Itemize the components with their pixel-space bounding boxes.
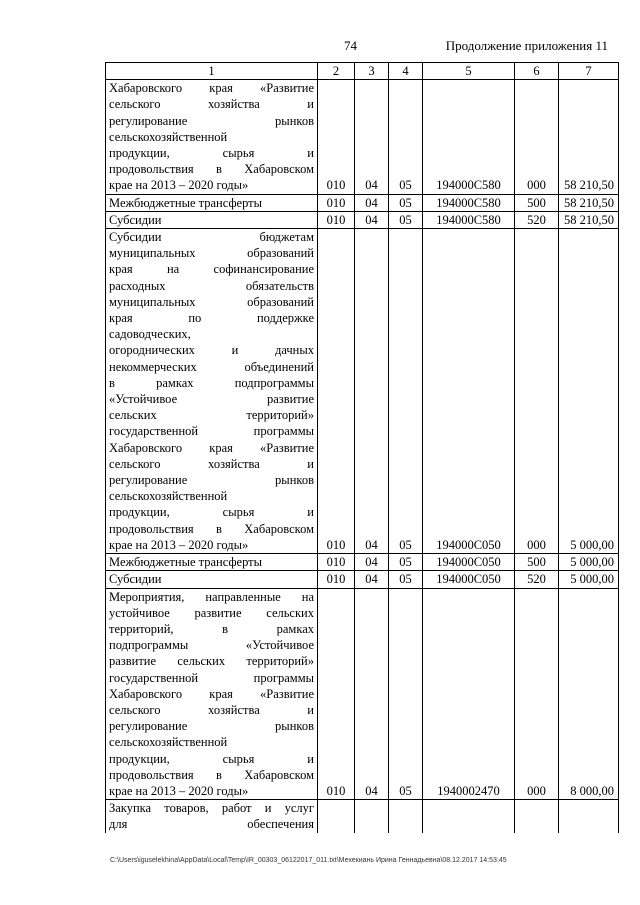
description-line: продукции, сырья и xyxy=(109,505,314,520)
description-line: сельского хозяйства и xyxy=(109,97,314,112)
table-row xyxy=(106,80,619,194)
description-line: края по поддержке xyxy=(109,311,314,326)
description-line: сельскохозяйственной xyxy=(109,489,228,504)
cell-section: 04 xyxy=(355,571,389,588)
description-line: регулирование рынков xyxy=(109,719,314,734)
cell-amount: 5 000,00 xyxy=(559,229,619,554)
row-description xyxy=(106,571,318,588)
cell-amount: 58 210,50 xyxy=(559,80,619,194)
description-line: развитие сельских территорий» xyxy=(109,654,314,669)
description-line: регулирование рынков xyxy=(109,473,314,488)
column-header: 2 xyxy=(318,63,355,80)
description-line: продукции, сырья и xyxy=(109,146,314,161)
description-line: крае на 2013 – 2020 годы» xyxy=(109,537,249,552)
row-description xyxy=(106,588,318,800)
table-row xyxy=(106,588,619,800)
description-line: Мероприятия, направленные на xyxy=(109,589,314,604)
description-line: продовольствия в Хабаровском xyxy=(109,767,314,782)
cell-target-article: 194000С050 xyxy=(423,554,515,571)
description-line: сельскохозяйственной xyxy=(109,735,228,750)
cell-section: 04 xyxy=(355,211,389,228)
description-line: государственной программы xyxy=(109,670,314,685)
table-row xyxy=(106,194,619,211)
cell-target-article: 194000С050 xyxy=(423,229,515,554)
cell-expense-type: 520 xyxy=(515,211,559,228)
description-line: в рамках подпрограммы xyxy=(109,375,314,390)
cell-amount xyxy=(559,800,619,833)
cell-expense-type: 000 xyxy=(515,80,559,194)
description-line: Межбюджетные трансферты xyxy=(109,555,263,570)
cell-section: 04 xyxy=(355,554,389,571)
description-line: крае на 2013 – 2020 годы» xyxy=(109,783,249,798)
cell-subsection: 05 xyxy=(389,80,423,194)
description-line: края на софинансирование xyxy=(109,262,314,277)
description-line: расходных обязательств xyxy=(109,278,314,293)
cell-subsection: 05 xyxy=(389,554,423,571)
cell-subsection xyxy=(389,800,423,833)
cell-target-article: 194000С580 xyxy=(423,80,515,194)
cell-amount: 5 000,00 xyxy=(559,554,619,571)
cell-target-article: 194000С050 xyxy=(423,571,515,588)
cell-subsection: 05 xyxy=(389,194,423,211)
description-line: регулирование рынков xyxy=(109,113,314,128)
description-line: территорий, в рамках xyxy=(109,621,314,636)
cell-target-article: 1940002470 xyxy=(423,588,515,800)
description-line: для обеспечения xyxy=(109,817,314,832)
description-line: государственной программы xyxy=(109,424,314,439)
cell-expense-type: 000 xyxy=(515,588,559,800)
row-description xyxy=(106,800,318,833)
description-line: устойчивое развитие сельских xyxy=(109,605,314,620)
column-header: 7 xyxy=(559,63,619,80)
cell-ministry: 010 xyxy=(318,211,355,228)
table-row xyxy=(106,211,619,228)
cell-section: 04 xyxy=(355,194,389,211)
description-line: продовольствия в Хабаровском xyxy=(109,521,314,536)
cell-expense-type: 500 xyxy=(515,554,559,571)
table-row xyxy=(106,554,619,571)
cell-expense-type: 000 xyxy=(515,229,559,554)
row-description xyxy=(106,80,318,194)
description-line: крае на 2013 – 2020 годы» xyxy=(109,178,249,193)
description-line: муниципальных образований xyxy=(109,294,314,309)
row-description xyxy=(106,554,318,571)
cell-subsection: 05 xyxy=(389,588,423,800)
table-row xyxy=(106,229,619,554)
column-header: 5 xyxy=(423,63,515,80)
description-line: Закупка товаров, работ и услуг xyxy=(109,801,314,816)
row-description xyxy=(106,194,318,211)
cell-ministry xyxy=(318,800,355,833)
cell-amount: 5 000,00 xyxy=(559,571,619,588)
cell-expense-type: 520 xyxy=(515,571,559,588)
cell-section: 04 xyxy=(355,229,389,554)
description-line: огороднических и дачных xyxy=(109,343,314,358)
cell-target-article xyxy=(423,800,515,833)
column-header: 3 xyxy=(355,63,389,80)
description-line: Субсидии бюджетам xyxy=(109,230,314,245)
file-path-footer: C:\Users\iguselekhina\AppData\Local\Temp\IR_00303_06122017_011.txt\Мехекиань Ирина Геннадьевна\08.12.2017 14:53:45 xyxy=(110,857,507,864)
row-description xyxy=(106,211,318,228)
cell-amount: 58 210,50 xyxy=(559,194,619,211)
description-line: Субсидии xyxy=(109,572,162,587)
description-line: некоммерческих объединений xyxy=(109,359,314,374)
column-header: 4 xyxy=(389,63,423,80)
cell-expense-type xyxy=(515,800,559,833)
description-line: продовольствия в Хабаровском xyxy=(109,162,314,177)
column-header: 1 xyxy=(106,63,318,80)
cell-ministry: 010 xyxy=(318,571,355,588)
cell-ministry: 010 xyxy=(318,554,355,571)
description-line: Межбюджетные трансферты xyxy=(109,195,263,210)
cell-subsection: 05 xyxy=(389,571,423,588)
cell-ministry: 010 xyxy=(318,194,355,211)
description-line: муниципальных образований xyxy=(109,246,314,261)
table-row xyxy=(106,800,619,833)
cell-ministry: 010 xyxy=(318,229,355,554)
cell-amount: 8 000,00 xyxy=(559,588,619,800)
description-line: сельских территорий» xyxy=(109,408,314,423)
row-description xyxy=(106,229,318,554)
cell-amount: 58 210,50 xyxy=(559,211,619,228)
description-line: сельского хозяйства и xyxy=(109,702,314,717)
description-line: Хабаровского края «Развитие xyxy=(109,440,314,455)
appendix-caption: Продолжение приложения 11 xyxy=(445,38,608,53)
description-line: Субсидии xyxy=(109,212,162,227)
column-number-row xyxy=(106,63,619,80)
description-line: подпрограммы «Устойчивое xyxy=(109,638,314,653)
budget-table xyxy=(105,62,619,833)
description-line: сельского хозяйства и xyxy=(109,456,314,471)
cell-target-article: 194000С580 xyxy=(423,211,515,228)
description-line: сельскохозяйственной xyxy=(109,129,228,144)
cell-subsection: 05 xyxy=(389,211,423,228)
description-line: «Устойчивое развитие xyxy=(109,392,314,407)
cell-ministry: 010 xyxy=(318,588,355,800)
cell-subsection: 05 xyxy=(389,229,423,554)
cell-ministry: 010 xyxy=(318,80,355,194)
description-line: садоводческих, xyxy=(109,327,191,342)
cell-target-article: 194000С580 xyxy=(423,194,515,211)
description-line: Хабаровского края «Развитие xyxy=(109,686,314,701)
page-number: 74 xyxy=(344,38,357,53)
description-line: продукции, сырья и xyxy=(109,751,314,766)
cell-section: 04 xyxy=(355,80,389,194)
description-line: Хабаровского края «Развитие xyxy=(109,81,314,96)
cell-section xyxy=(355,800,389,833)
table-row xyxy=(106,571,619,588)
cell-expense-type: 500 xyxy=(515,194,559,211)
cell-section: 04 xyxy=(355,588,389,800)
column-header: 6 xyxy=(515,63,559,80)
